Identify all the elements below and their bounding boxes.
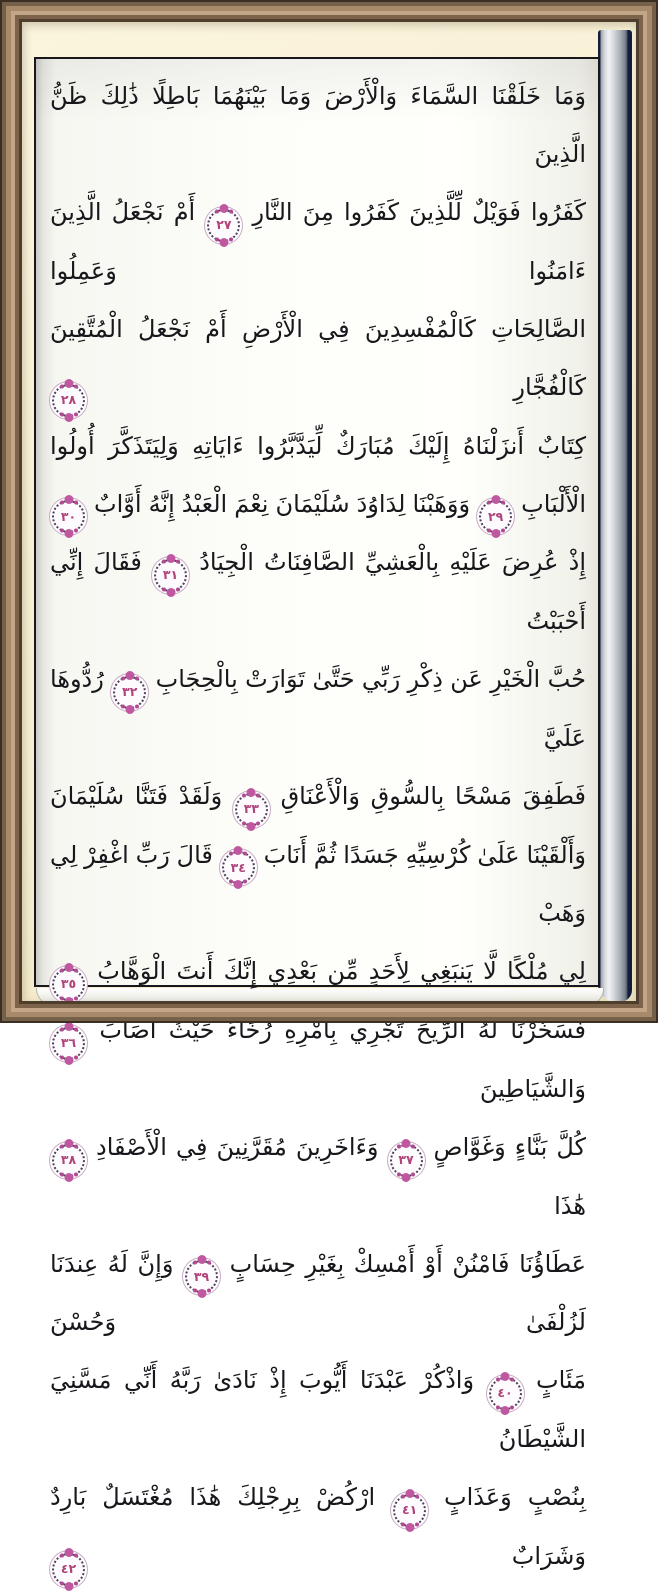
ayah-text: ارْكُضْ بِرِجْلِكَ هَٰذَا مُغْتَسَلٌ بَارِدٌ وَشَرَابٌ bbox=[50, 1483, 586, 1570]
ayah-number: ٣١ bbox=[162, 567, 179, 583]
ayah-number: ٣٤ bbox=[230, 859, 246, 875]
ayah-end-marker-icon bbox=[52, 1027, 85, 1060]
ayah-text: وَاذْكُرْ عَبْدَنَا أَيُّوبَ إِذْ نَادَىٰ رَبَّهُ أَنِّي مَسَّنِيَ الشَّيْطَانُ bbox=[50, 1366, 586, 1453]
marker-petal-icon bbox=[64, 963, 73, 972]
quran-line-15 bbox=[48, 1468, 588, 1586]
ayah-text: الصَّالِحَاتِ كَالْمُفْسِدِينَ فِي الْأَرْضِ أَمْ نَجْعَلُ الْمُتَّقِينَ كَالْفُجَّارِ bbox=[50, 314, 586, 401]
ayah-number: ٢٩ bbox=[488, 508, 504, 524]
quran-line-1 bbox=[48, 67, 588, 183]
quran-line-8 bbox=[48, 767, 588, 826]
ayah-end-marker-icon bbox=[390, 1144, 423, 1177]
ayah-text: أَمْ نَجْعَلُ الَّذِينَ ءَامَنُوا وَعَمِلُوا bbox=[50, 198, 586, 285]
ayah-text: كِتَابٌ أَنزَلْنَاهُ إِلَيْكَ مُبَارَكٌ لِّيَدَّبَّرُوا ءَايَاتِهِ وَلِيَتَذَكَّرَ أُولُوا bbox=[50, 431, 586, 460]
marker-petal-icon bbox=[491, 495, 500, 504]
book-page-edge-right bbox=[598, 30, 632, 1002]
ayah-end-marker-icon bbox=[52, 1553, 85, 1586]
marker-petal-icon bbox=[64, 1139, 73, 1148]
ayah-number: ٤٠ bbox=[497, 1385, 513, 1401]
ayah-number: ٣٣ bbox=[243, 800, 260, 816]
marker-petal-icon bbox=[64, 1022, 73, 1031]
quran-line-6 bbox=[48, 533, 588, 650]
marker-petal-icon bbox=[125, 705, 134, 714]
ayah-end-marker-icon bbox=[154, 559, 187, 592]
ayah-end-marker-icon bbox=[235, 793, 268, 826]
ayah-number: ٣٦ bbox=[60, 1035, 77, 1050]
marker-petal-icon bbox=[405, 1523, 414, 1532]
ayah-number: ٣٠ bbox=[60, 508, 77, 524]
quran-line-2 bbox=[48, 183, 588, 300]
ayah-end-marker-icon bbox=[52, 500, 85, 533]
quran-line-3 bbox=[48, 300, 588, 417]
marker-petal-icon bbox=[64, 413, 73, 422]
ayah-text: كُلَّ بَنَّاءٍ وَغَوَّاصٍ bbox=[433, 1132, 586, 1161]
marker-petal-icon bbox=[247, 822, 256, 831]
ayah-number: ٣٩ bbox=[193, 1268, 210, 1284]
marker-petal-icon bbox=[219, 238, 228, 247]
marker-petal-icon bbox=[234, 846, 243, 855]
marker-petal-icon bbox=[405, 1489, 414, 1498]
marker-petal-icon bbox=[491, 529, 500, 538]
marker-petal-icon bbox=[197, 1255, 206, 1264]
marker-petal-icon bbox=[219, 204, 228, 213]
ayah-text: حُبَّ الْخَيْرِ عَن ذِكْرِ رَبِّي حَتَّىٰ تَوَارَتْ بِالْحِجَابِ bbox=[155, 665, 586, 693]
ayah-number: ٣٢ bbox=[122, 684, 138, 699]
quran-line-4 bbox=[48, 417, 588, 475]
ayah-number: ٣٨ bbox=[60, 1151, 77, 1167]
ayah-end-marker-icon bbox=[52, 968, 85, 1001]
ayah-end-marker-icon bbox=[207, 209, 240, 242]
marker-petal-icon bbox=[402, 1173, 411, 1182]
ayah-text: لِي مُلْكًا لَّا يَنبَغِي لِأَحَدٍ مِّن بَعْدِي إِنَّكَ أَنتَ الْوَهَّابُ bbox=[97, 957, 586, 986]
ayah-text: هَٰذَا bbox=[554, 1191, 586, 1220]
quran-line-12 bbox=[48, 1118, 588, 1235]
ayah-end-marker-icon bbox=[222, 851, 255, 884]
ayah-text: الْأَلْبَابِ bbox=[521, 489, 586, 518]
quran-line-7 bbox=[48, 650, 588, 767]
ayah-text: قَالَ رَبِّ اغْفِرْ لِي وَهَبْ bbox=[50, 840, 586, 928]
ayah-end-marker-icon bbox=[489, 1377, 522, 1410]
ayah-text: فَقَالَ إِنِّي أَحْبَبْتُ bbox=[50, 548, 586, 635]
marker-petal-icon bbox=[197, 1289, 206, 1298]
quran-line-5 bbox=[48, 475, 588, 534]
ayah-number: ٣٧ bbox=[398, 1151, 414, 1167]
ayah-number: ٢٧ bbox=[216, 217, 232, 232]
marker-petal-icon bbox=[125, 671, 134, 680]
ayah-text: بِنُصْبٍ وَعَذَابٍ bbox=[444, 1483, 586, 1511]
ayah-text: وَوَهَبْنَا لِدَاوُدَ سُلَيْمَانَ نِعْمَ الْعَبْدُ إِنَّهُ أَوَّابٌ bbox=[94, 489, 471, 518]
ayah-end-marker-icon bbox=[393, 1494, 426, 1527]
marker-petal-icon bbox=[64, 997, 73, 1006]
marker-petal-icon bbox=[402, 1139, 411, 1148]
marker-petal-icon bbox=[234, 880, 243, 889]
ayah-text: مَئَابٍ bbox=[535, 1366, 586, 1395]
ayah-end-marker-icon bbox=[113, 676, 146, 709]
ayah-text: رُدُّوهَا عَلَيَّ bbox=[50, 665, 586, 752]
ayah-text: وَأَلْقَيْنَا عَلَىٰ كُرْسِيِّهِ جَسَدًا ثُمَّ أَنَابَ bbox=[263, 840, 586, 869]
ayah-number: ٤٢ bbox=[60, 1560, 77, 1576]
quran-line-10 bbox=[48, 942, 588, 1001]
marker-petal-icon bbox=[64, 529, 73, 538]
ayah-text: إِذْ عُرِضَ عَلَيْهِ بِالْعَشِيِّ الصَّافِنَاتُ الْجِيَادُ bbox=[199, 548, 586, 577]
marker-petal-icon bbox=[64, 1173, 73, 1182]
marker-petal-icon bbox=[64, 495, 73, 504]
ayah-number: ٢٨ bbox=[60, 391, 77, 407]
marker-petal-icon bbox=[247, 788, 256, 797]
ayah-text: فَسَخَّرْنَا لَهُ الرِّيحَ تَجْرِي بِأَمْرِهِ رُخَاءً حَيْثُ أَصَابَ bbox=[99, 1016, 586, 1044]
ayah-end-marker-icon bbox=[185, 1260, 218, 1293]
ayah-number: ٣٥ bbox=[60, 976, 77, 992]
page-text-block bbox=[34, 57, 600, 1576]
ayah-text: فَطَفِقَ مَسْحًا بِالسُّوقِ وَالْأَعْنَاقِ bbox=[280, 781, 587, 810]
ayah-end-marker-icon bbox=[52, 1144, 85, 1177]
marker-petal-icon bbox=[501, 1372, 510, 1381]
marker-petal-icon bbox=[501, 1406, 510, 1415]
ayah-text: عَطَاؤُنَا فَامْنُنْ أَوْ أَمْسِكْ بِغَيْرِ حِسَابٍ bbox=[229, 1249, 586, 1278]
ayah-text: وَلَقَدْ فَتَنَّا سُلَيْمَانَ bbox=[50, 781, 223, 810]
ayah-end-marker-icon bbox=[52, 384, 85, 417]
ayah-text: وَإِنَّ لَهُ عِندَنَا لَزُلْفَىٰ وَحُسْنَ bbox=[50, 1249, 586, 1337]
marker-petal-icon bbox=[64, 1056, 73, 1065]
ayah-text: وَمَا خَلَقْنَا السَّمَاءَ وَالْأَرْضَ وَمَا بَيْنَهُمَا بَاطِلًا ذَٰلِكَ ظَنُّ الَّذِينَ bbox=[50, 82, 586, 168]
ayah-text: وَءَاخَرِينَ مُقَرَّنِينَ فِي الْأَصْفَادِ bbox=[96, 1132, 379, 1161]
quran-line-11 bbox=[48, 1001, 588, 1118]
ayah-number: ٤١ bbox=[401, 1502, 418, 1517]
quran-line-14 bbox=[48, 1351, 588, 1468]
marker-petal-icon bbox=[64, 1582, 73, 1591]
marker-petal-icon bbox=[64, 1548, 73, 1557]
quran-line-13 bbox=[48, 1235, 588, 1352]
marker-petal-icon bbox=[64, 379, 73, 388]
quran-line-9 bbox=[48, 826, 588, 943]
marker-petal-icon bbox=[166, 554, 175, 563]
marker-petal-icon bbox=[166, 588, 175, 597]
ayah-text: كَفَرُوا فَوَيْلٌ لِّلَّذِينَ كَفَرُوا مِنَ النَّارِ bbox=[252, 198, 586, 226]
ayah-text: وَالشَّيَاطِينَ bbox=[479, 1074, 586, 1103]
ayah-end-marker-icon bbox=[479, 500, 512, 533]
